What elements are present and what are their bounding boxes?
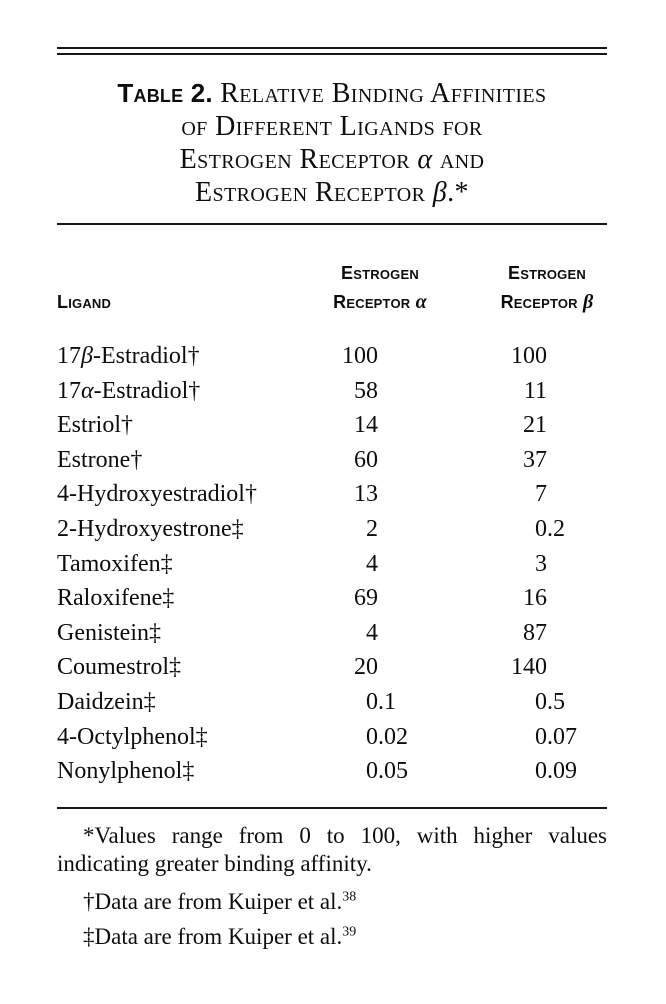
- header-beta-line-1: Estrogen: [508, 263, 586, 283]
- beta-value-int: 7: [535, 481, 547, 508]
- column-spacer: [434, 616, 487, 651]
- beta-value-frac: .07: [547, 723, 577, 750]
- ligand-cell: 4-Octylphenol‡: [57, 723, 208, 750]
- beta-value-int: 0: [535, 515, 547, 542]
- table-row: [57, 616, 607, 651]
- alpha-value-int: 0: [366, 723, 378, 750]
- table-row: [57, 512, 607, 547]
- footnote-double-dagger: [57, 923, 607, 951]
- table-body: [57, 339, 607, 789]
- alpha-value-int: 58: [354, 377, 378, 404]
- footnote-dagger-text: †Data are from Kuiper et al.: [83, 889, 343, 914]
- ligand-cell: Estriol†: [57, 412, 133, 439]
- column-spacer: [434, 754, 487, 789]
- alpha-value-int: 100: [342, 343, 378, 369]
- alpha-value-frac: [378, 443, 434, 478]
- title-line-3: Estrogen Receptor α and: [179, 144, 485, 175]
- column-spacer: [434, 581, 487, 616]
- table-row: [57, 581, 607, 616]
- alpha-value-int: 14: [354, 412, 378, 439]
- table-row: [57, 754, 607, 789]
- beta-value-frac: .09: [547, 758, 577, 785]
- greek-letter: α: [417, 144, 433, 175]
- table-row: [57, 547, 607, 582]
- alpha-value-frac: [378, 581, 434, 616]
- alpha-value-frac: .05: [378, 758, 408, 785]
- title-line-1: [57, 77, 607, 110]
- title-line-4: Estrogen Receptor β.*: [195, 177, 469, 208]
- table-row: [57, 443, 607, 478]
- alpha-value-int: 60: [354, 446, 378, 473]
- ligand-cell: Raloxifene‡: [57, 585, 175, 612]
- alpha-value-frac: [378, 650, 434, 685]
- header-alpha-line-2: Receptor α: [333, 291, 427, 313]
- alpha-value-int: 2: [366, 515, 378, 542]
- ligand-cell: Nonylphenol‡: [57, 758, 195, 785]
- column-spacer: [434, 443, 487, 478]
- beta-value-int: 0: [535, 688, 547, 715]
- column-spacer: [434, 720, 487, 755]
- beta-value-int: 21: [523, 412, 547, 439]
- ligand-cell: Genistein‡: [57, 619, 161, 646]
- alpha-value-frac: [378, 374, 434, 409]
- beta-value-int: 11: [523, 377, 547, 404]
- footnote-dagger-reference: 38: [342, 889, 357, 905]
- column-header-ligand: Ligand: [57, 292, 112, 312]
- alpha-value-int: 13: [354, 481, 378, 508]
- table-header-row: [57, 253, 607, 317]
- column-header-estrogen-receptor-beta: [457, 259, 637, 317]
- header-alpha-line-1: Estrogen: [341, 263, 419, 283]
- footnote-dagger: [57, 888, 607, 916]
- ligand-cell: Coumestrol‡: [57, 654, 181, 681]
- footnote-double-dagger-text: ‡Data are from Kuiper et al.: [83, 924, 343, 949]
- footnote-asterisk: [57, 822, 607, 878]
- alpha-value-frac: [378, 616, 434, 651]
- beta-value-int: 140: [511, 654, 547, 681]
- table-row: [57, 720, 607, 755]
- ligand-cell: Daidzein‡: [57, 688, 156, 715]
- table-row: [57, 408, 607, 443]
- alpha-value-frac: [378, 512, 434, 547]
- title-line-2: of Different Ligands for: [181, 111, 483, 142]
- beta-value-frac: [547, 443, 607, 478]
- greek-letter: β: [432, 177, 448, 208]
- ligand-cell: 17β-Estradiol†: [57, 343, 200, 369]
- column-spacer: [434, 477, 487, 512]
- column-header-estrogen-receptor-alpha: [290, 259, 470, 317]
- alpha-value-frac: [378, 477, 434, 512]
- beta-value-frac: [547, 339, 607, 374]
- alpha-value-frac: [378, 408, 434, 443]
- greek-letter: β: [582, 291, 594, 313]
- column-spacer: [434, 374, 487, 409]
- alpha-value-int: 20: [354, 654, 378, 681]
- beta-value-frac: [547, 477, 607, 512]
- greek-letter: α: [81, 377, 94, 404]
- beta-value-frac: [547, 374, 607, 409]
- greek-letter: α: [415, 291, 427, 313]
- beta-value-int: 0: [535, 758, 547, 785]
- table-row: [57, 374, 607, 409]
- beta-value-frac: [547, 547, 607, 582]
- beta-value-int: 3: [535, 550, 547, 577]
- column-spacer: [434, 547, 487, 582]
- beta-value-int: 100: [511, 343, 547, 369]
- footnote-asterisk-line-1: *Values range from 0 to 100, with higher values: [83, 823, 607, 848]
- ligand-cell: 17α-Estradiol†: [57, 377, 201, 404]
- column-spacer: [434, 512, 487, 547]
- column-spacer: [434, 650, 487, 685]
- title-line-1-text: Relative Binding Affinities: [220, 78, 547, 109]
- beta-value-frac: .5: [547, 688, 565, 715]
- beta-value-frac: [547, 650, 607, 685]
- table-row: [57, 650, 607, 685]
- alpha-value-int: 0: [366, 758, 378, 785]
- table-row: [57, 339, 607, 374]
- alpha-value-frac: .1: [378, 688, 396, 715]
- column-spacer: [434, 408, 487, 443]
- table-title: [57, 77, 607, 209]
- ligand-cell: 4-Hydroxyestradiol†: [57, 481, 257, 508]
- beta-value-int: 0: [535, 723, 547, 750]
- beta-value-frac: [547, 581, 607, 616]
- column-spacer: [434, 685, 487, 720]
- beta-value-int: 16: [523, 585, 547, 612]
- ligand-cell: Tamoxifen‡: [57, 550, 173, 577]
- alpha-value-frac: [378, 547, 434, 582]
- top-double-rule: [57, 47, 607, 55]
- footnote-double-dagger-reference: 39: [342, 924, 357, 940]
- title-separator-rule: [57, 223, 607, 225]
- alpha-value-int: 4: [366, 550, 378, 577]
- column-spacer: [434, 339, 487, 374]
- alpha-value-frac: [378, 339, 434, 374]
- beta-value-frac: [547, 408, 607, 443]
- beta-value-int: 37: [523, 446, 547, 473]
- alpha-value-int: 4: [366, 619, 378, 646]
- greek-letter: β: [81, 343, 93, 369]
- table-number-label: Table 2.: [117, 78, 213, 108]
- beta-value-frac: .2: [547, 515, 565, 542]
- footnote-asterisk-line-2: indicating greater binding affinity.: [57, 851, 372, 876]
- alpha-value-int: 69: [354, 585, 378, 612]
- table-row: [57, 477, 607, 512]
- table-row: [57, 685, 607, 720]
- alpha-value-frac: .02: [378, 723, 408, 750]
- body-bottom-rule: [57, 807, 607, 809]
- beta-value-frac: [547, 616, 607, 651]
- beta-value-int: 87: [523, 619, 547, 646]
- ligand-cell: Estrone†: [57, 446, 143, 473]
- header-beta-line-2: Receptor β: [500, 291, 594, 313]
- ligand-cell: 2-Hydroxyestrone‡: [57, 515, 244, 542]
- alpha-value-int: 0: [366, 688, 378, 715]
